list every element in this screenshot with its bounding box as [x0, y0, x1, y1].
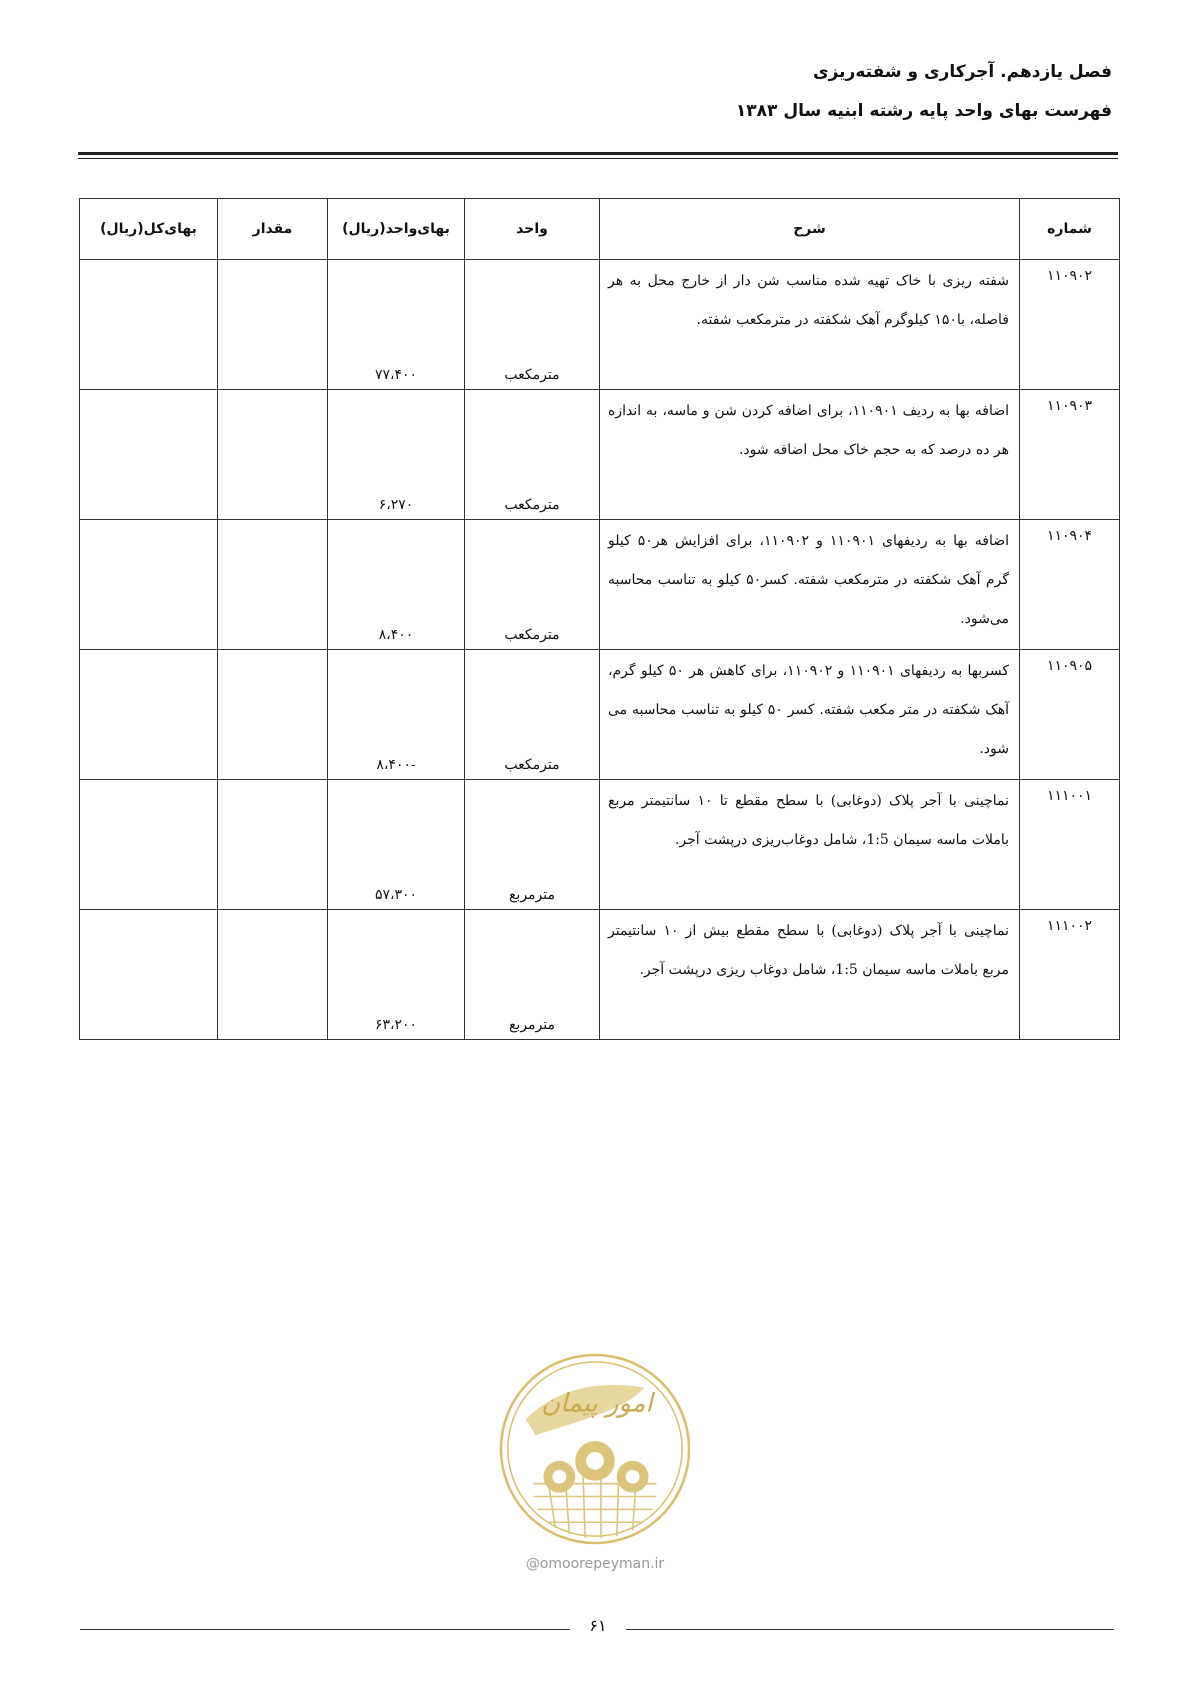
item-unit-price: ۶۳،۲۰۰ — [328, 910, 465, 1040]
item-description: نماچینی با آجر پلاک (دوغابی) با سطح مقطع بیش از ۱۰ سانتیمتر مربع باملات ماسه سیمان 1:5، شامل دوغاب ریزی درپشت آجر. — [600, 910, 1020, 1040]
page-number: ۶۱ — [589, 1616, 607, 1635]
column-header-code: شماره — [1020, 199, 1120, 260]
item-code: ۱۱۰۹۰۲ — [1020, 260, 1120, 390]
table-row — [80, 780, 1120, 910]
header-divider-thick — [78, 152, 1118, 155]
footer-divider-right — [626, 1629, 1114, 1630]
page-header — [736, 62, 1112, 121]
item-description: اضافه بها به ردیف ۱۱۰۹۰۱، برای اضافه کردن شن و ماسه، به اندازه هر ده درصد که به حجم خاک محل اضافه شود. — [600, 390, 1020, 520]
table-row — [80, 260, 1120, 390]
item-unit-price: -۸،۴۰۰ — [328, 650, 465, 780]
table-row — [80, 650, 1120, 780]
watermark-site-url: @omoorepeyman.ir — [525, 1556, 665, 1572]
item-unit-price: ۸،۴۰۰ — [328, 520, 465, 650]
item-total-price — [80, 780, 218, 910]
item-unit: مترمربع — [465, 910, 600, 1040]
item-total-price — [80, 910, 218, 1040]
item-description: اضافه بها به ردیفهای ۱۱۰۹۰۱ و ۱۱۰۹۰۲، برای افزایش هر۵۰ کیلو گرم آهک شکفته در مترمکعب شفته. کسر۵۰ کیلو به تناسب محاسبه می‌شود. — [600, 520, 1020, 650]
watermark-logo — [496, 1350, 694, 1548]
item-description: نماچینی با آجر پلاک (دوغابی) با سطح مقطع تا ۱۰ سانتیمتر مربع باملات ماسه سیمان 1:5، شامل دوغاب‌ریزی درپشت آجر. — [600, 780, 1020, 910]
item-total-price — [80, 520, 218, 650]
item-quantity — [218, 910, 328, 1040]
item-quantity — [218, 260, 328, 390]
item-total-price — [80, 650, 218, 780]
item-unit: مترمربع — [465, 780, 600, 910]
item-code: ۱۱۱۰۰۱ — [1020, 780, 1120, 910]
item-unit-price: ۶،۲۷۰ — [328, 390, 465, 520]
item-quantity — [218, 390, 328, 520]
column-header-quantity: مقدار — [218, 199, 328, 260]
item-code: ۱۱۰۹۰۵ — [1020, 650, 1120, 780]
column-header-description: شرح — [600, 199, 1020, 260]
table-row — [80, 390, 1120, 520]
item-unit-price: ۷۷،۴۰۰ — [328, 260, 465, 390]
item-quantity — [218, 780, 328, 910]
item-unit: مترمکعب — [465, 260, 600, 390]
item-code: ۱۱۰۹۰۳ — [1020, 390, 1120, 520]
item-code: ۱۱۱۰۰۲ — [1020, 910, 1120, 1040]
column-header-total-price: بهای‌کل(ریال) — [80, 199, 218, 260]
header-divider-thin — [78, 158, 1118, 159]
chapter-title: فصل یازدهم. آجرکاری و شفته‌ریزی — [813, 62, 1112, 82]
column-header-unit-price: بهای‌واحد(ریال) — [328, 199, 465, 260]
document-subtitle: فهرست بهای واحد پایه رشته ابنیه سال ۱۳۸۳ — [735, 101, 1112, 121]
table-row — [80, 520, 1120, 650]
item-unit-price: ۵۷،۳۰۰ — [328, 780, 465, 910]
item-description: شفته ریزی با خاک تهیه شده مناسب شن دار از خارج محل به هر فاصله، با۱۵۰ کیلوگرم آهک شکفته در مترمکعب شفته. — [600, 260, 1020, 390]
item-description: کسربها به ردیفهای ۱۱۰۹۰۱ و ۱۱۰۹۰۲، برای کاهش هر ۵۰ کیلو گرم، آهک شکفته در متر مکعب شفته. کسر ۵۰ کیلو به تناسب محاسبه می شود. — [600, 650, 1020, 780]
table-row — [80, 910, 1120, 1040]
price-list-table — [79, 198, 1120, 1040]
item-code: ۱۱۰۹۰۴ — [1020, 520, 1120, 650]
item-total-price — [80, 260, 218, 390]
footer-divider-left — [80, 1629, 570, 1630]
item-unit: مترمکعب — [465, 520, 600, 650]
item-unit: مترمکعب — [465, 390, 600, 520]
watermark-logo-text: امور پیمان — [541, 1388, 653, 1419]
item-unit: مترمکعب — [465, 650, 600, 780]
table-header-row — [80, 199, 1120, 260]
item-total-price — [80, 390, 218, 520]
item-quantity — [218, 520, 328, 650]
item-quantity — [218, 650, 328, 780]
column-header-unit: واحد — [465, 199, 600, 260]
